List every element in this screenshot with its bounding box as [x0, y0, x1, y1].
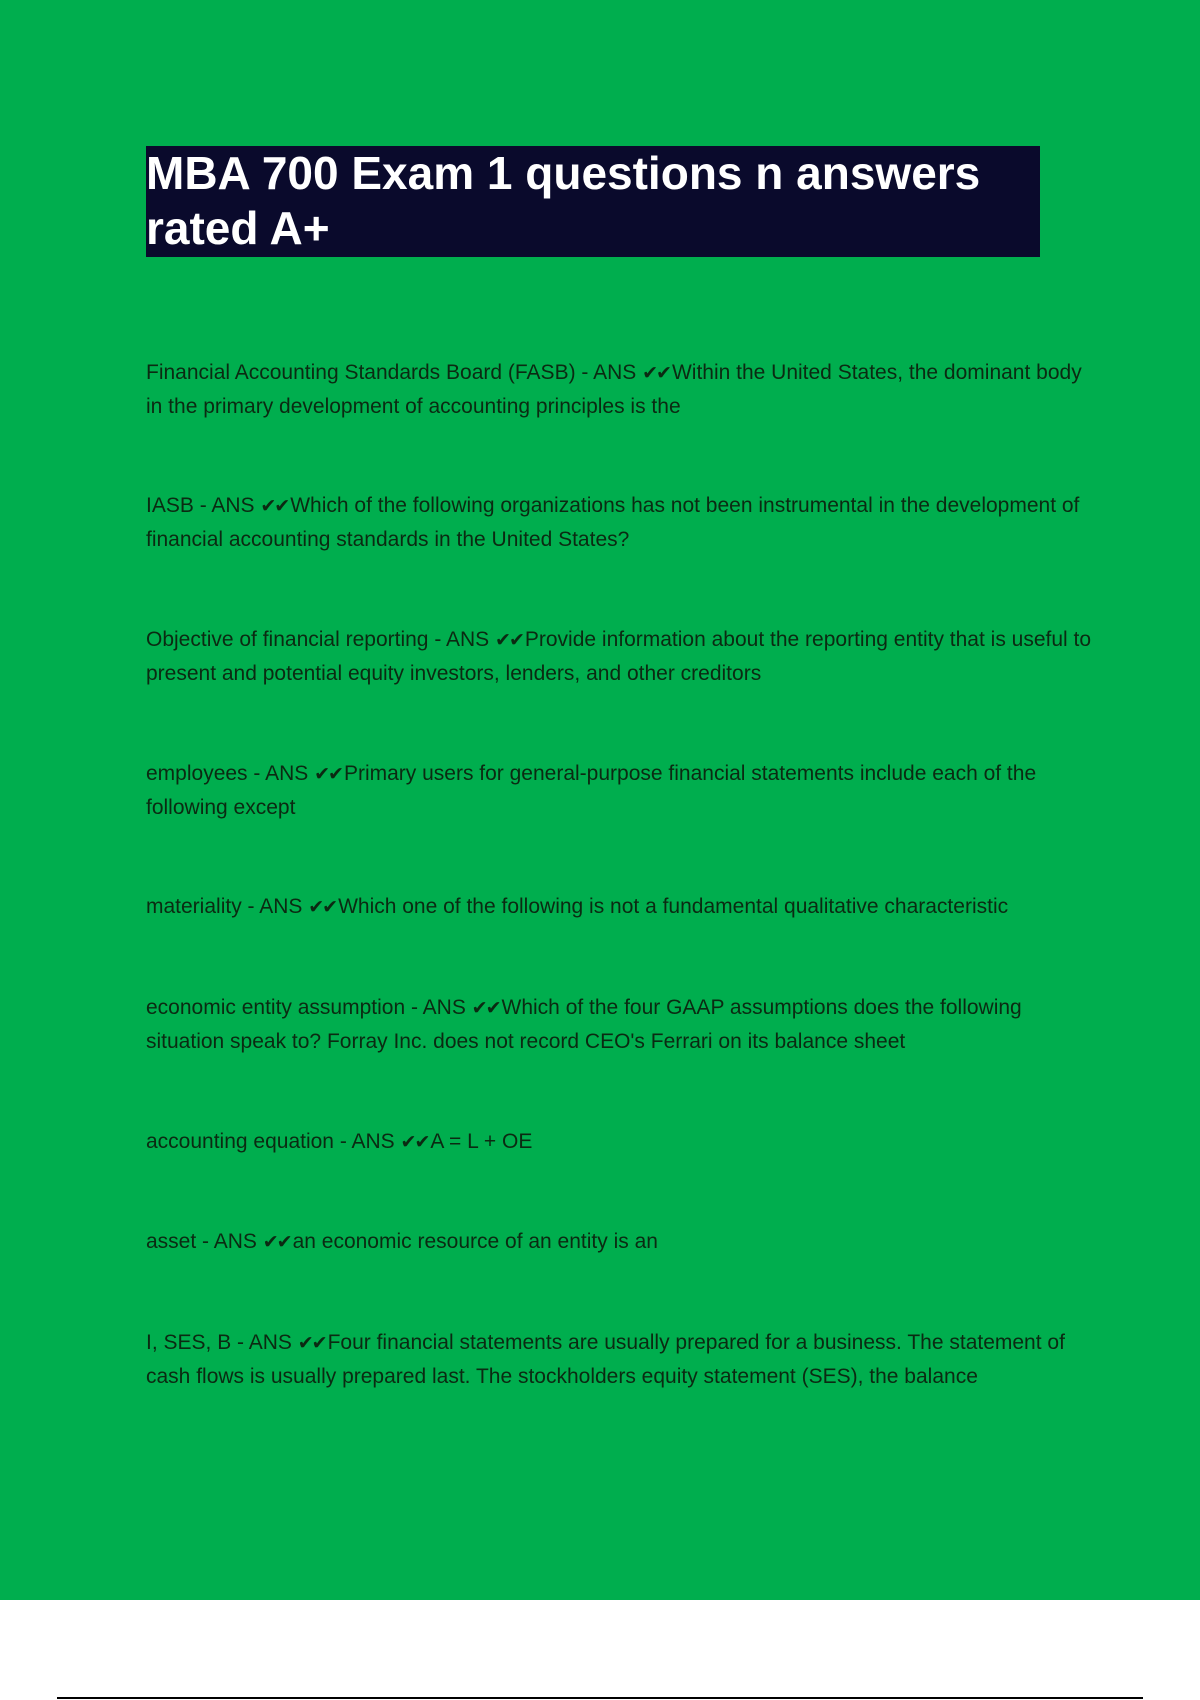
- double-check-icon: ✔✔: [308, 896, 337, 918]
- document-title: MBA 700 Exam 1 questions n answers rated A+: [146, 147, 981, 254]
- qa-question: A = L + OE: [430, 1130, 533, 1153]
- qa-separator: - ANS: [247, 762, 315, 785]
- qa-answer: economic entity assumption: [146, 996, 406, 1019]
- double-check-icon: ✔✔: [262, 1231, 291, 1253]
- qa-answer: Financial Accounting Standards Board (FASB): [146, 361, 576, 384]
- qa-item: [146, 890, 1096, 924]
- qa-question: Within the United States, the dominant body in the primary development of accounting principles is the: [146, 361, 1082, 418]
- double-check-icon: ✔✔: [400, 1131, 429, 1153]
- qa-answer: asset: [146, 1230, 197, 1253]
- qa-question: Which one of the following is not a fundamental qualitative characteristic: [338, 895, 1009, 918]
- double-check-icon: ✔✔: [297, 1332, 326, 1354]
- qa-question: Four financial statements are usually prepared for a business. The statement of cash flows is usually prepared last. The stockholders equity statement (SES), the balance: [146, 1331, 1065, 1388]
- qa-question: an economic resource of an entity is an: [292, 1230, 658, 1253]
- qa-question: Which of the four GAAP assumptions does the following situation speak to? Forray Inc. does not record CEO's Ferrari on its balance sheet: [146, 996, 1022, 1053]
- qa-separator: - ANS: [193, 494, 261, 517]
- qa-answer: IASB: [146, 494, 194, 517]
- double-check-icon: ✔✔: [260, 495, 289, 517]
- qa-separator: - ANS: [428, 628, 496, 651]
- qa-item: [146, 1225, 1096, 1259]
- qa-question: Provide information about the reporting entity that is useful to present and potential equity investors, lenders, and other creditors: [146, 628, 1092, 685]
- qa-question: Primary users for general-purpose financial statements include each of the following except: [146, 762, 1037, 819]
- qa-separator: - ANS: [241, 895, 309, 918]
- double-check-icon: ✔✔: [314, 763, 342, 785]
- footer-rule: [57, 1697, 1143, 1699]
- qa-item: [146, 991, 1096, 1059]
- qa-separator: - ANS: [196, 1230, 263, 1253]
- double-check-icon: ✔✔: [495, 629, 523, 651]
- qa-item: [146, 489, 1096, 557]
- qa-answer: I, SES, B: [146, 1331, 232, 1354]
- qa-answer: employees: [146, 762, 248, 785]
- qa-separator: - ANS: [334, 1130, 401, 1153]
- qa-answer: Objective of financial reporting: [146, 628, 429, 651]
- qa-separator: - ANS: [575, 361, 643, 384]
- double-check-icon: ✔✔: [471, 997, 500, 1019]
- qa-item: [146, 1125, 1096, 1159]
- qa-question: Which of the following organizations has not been instrumental in the development of financial accounting standards in the United States?: [146, 494, 1080, 551]
- qa-item: [146, 356, 1096, 424]
- qa-separator: - ANS: [405, 996, 472, 1019]
- qa-item: [146, 757, 1096, 825]
- double-check-icon: ✔✔: [642, 362, 670, 384]
- qa-separator: - ANS: [231, 1331, 298, 1354]
- qa-answer: materiality: [146, 895, 242, 918]
- qa-item: [146, 623, 1096, 691]
- qa-answer: accounting equation: [146, 1130, 334, 1153]
- qa-item: [146, 1326, 1096, 1394]
